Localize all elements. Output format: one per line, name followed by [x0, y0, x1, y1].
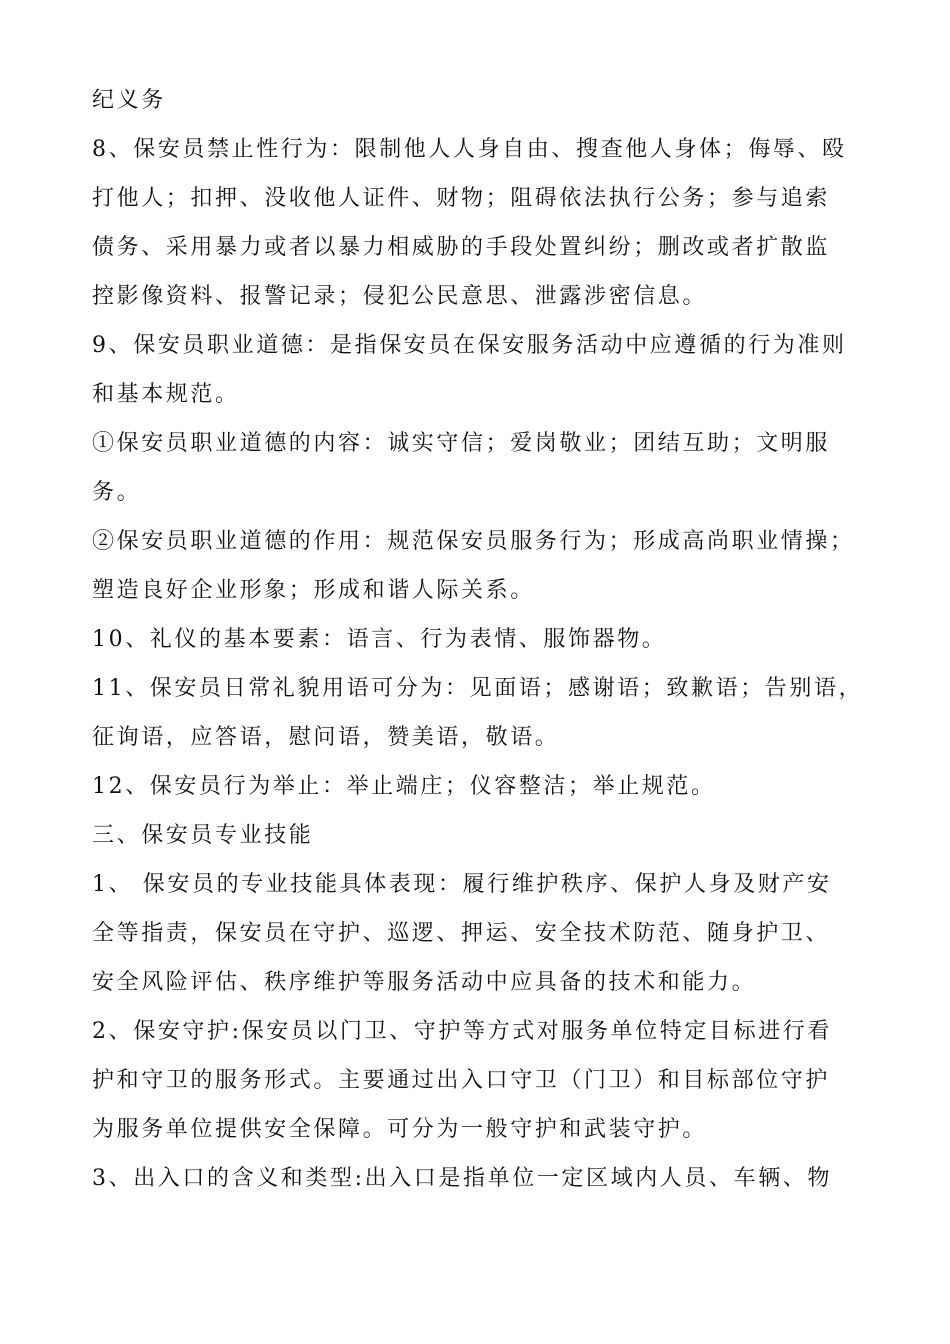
- text-line: 务。: [92, 480, 142, 505]
- text-line: ①保安员职业道德的内容：诚实守信；爱岗敬业；团结互助；文明服: [92, 431, 831, 456]
- document-body: [92, 88, 862, 1192]
- text-line: 纪义务: [92, 88, 166, 113]
- text-line: 安全风险评估、秩序维护等服务活动中应具备的技术和能力。: [92, 970, 757, 995]
- text-line: 8、保安员禁止性行为：限制他人人身自由、搜查他人身体；侮辱、殴: [92, 137, 847, 162]
- text-line: 3、出入口的含义和类型:出入口是指单位一定区域内人员、车辆、物: [92, 1166, 833, 1191]
- text-line: 债务、采用暴力或者以暴力相威胁的手段处置纠纷；删改或者扩散监: [92, 235, 831, 260]
- text-line: 10、礼仪的基本要素：语言、行为表情、服饰器物。: [92, 627, 667, 652]
- text-line: 9、保安员职业道德：是指保安员在保安服务活动中应遵循的行为准则: [92, 333, 847, 358]
- text-line: 为服务单位提供安全保障。可分为一般守护和武装守护。: [92, 1117, 708, 1142]
- text-line: ②保安员职业道德的作用：规范保安员服务行为；形成高尚职业情操；: [92, 529, 855, 554]
- text-line: 征询语，应答语，慰问语，赞美语，敬语。: [92, 725, 560, 750]
- text-line: 和基本规范。: [92, 382, 240, 407]
- text-line: 塑造良好企业形象；形成和谐人际关系。: [92, 578, 535, 603]
- text-line: 2、保安守护:保安员以门卫、守护等方式对服务单位特定目标进行看: [92, 1019, 833, 1044]
- text-line: 全等指责，保安员在守护、巡逻、押运、安全技术防范、随身护卫、: [92, 921, 831, 946]
- text-line: 1、 保安员的专业技能具体表现：履行维护秩序、保护人身及财产安: [92, 872, 832, 897]
- text-line: 11、保安员日常礼貌用语可分为：见面语；感谢语；致歉语；告别语，: [92, 676, 864, 701]
- text-line: 打他人；扣押、没收他人证件、财物；阻碍依法执行公务；参与追索: [92, 186, 831, 211]
- section-heading: 三、保安员专业技能: [92, 823, 314, 848]
- text-line: 护和守卫的服务形式。主要通过出入口守卫（门卫）和目标部位守护: [92, 1068, 831, 1093]
- text-line: 控影像资料、报警记录；侵犯公民意思、泄露涉密信息。: [92, 284, 708, 309]
- text-line: 12、保安员行为举止：举止端庄；仪容整洁；举止规范。: [92, 774, 716, 799]
